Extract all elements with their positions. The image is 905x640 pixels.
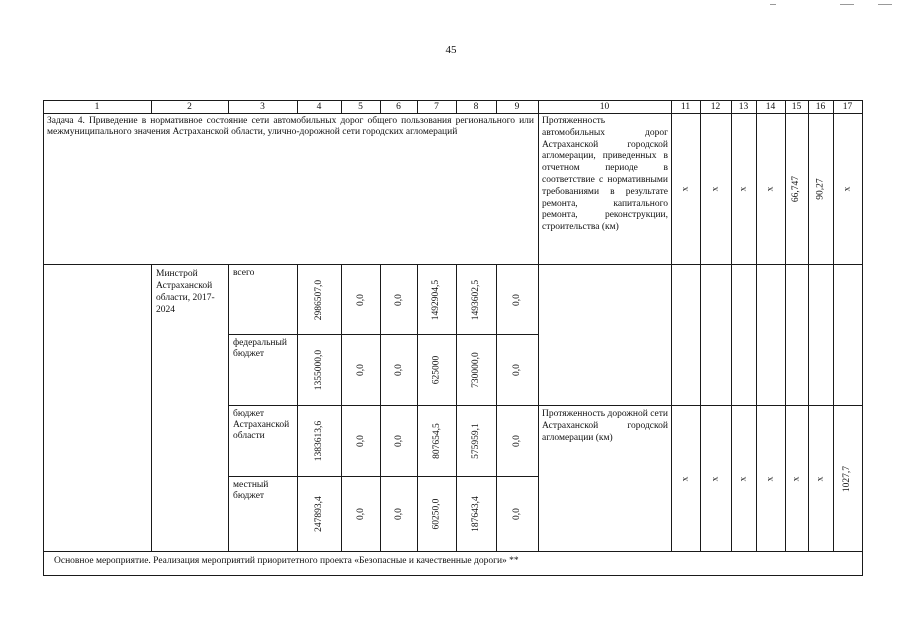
col-header-2: 2: [187, 102, 192, 112]
col-divider: [228, 264, 229, 552]
indicator2-c14: x: [765, 476, 776, 481]
col-divider: [538, 100, 539, 552]
scan-mark: [878, 4, 892, 5]
funding-regional-c8: 575959,1: [471, 423, 481, 459]
funding-federal-c6: 0,0: [393, 364, 404, 376]
col-header-6: 6: [396, 102, 401, 112]
col-header-3: 3: [260, 102, 265, 112]
funding-regional-c4: 1383613,6: [314, 420, 324, 462]
table-border-right: [862, 100, 863, 576]
page-number: 45: [445, 44, 457, 56]
indicator2-c17: 1027,7: [842, 465, 853, 492]
funding-federal-c4: 1355000,0: [314, 349, 324, 391]
col-header-13: 13: [738, 102, 749, 112]
task-indicator: Протяженность автомобильных дорог Астраханской городской агломерации, приведенных в отчетном периоде в соответствие с нормативными требованиями в результате ремонта, капитального ремонта, реконструкции, строительства (км): [542, 116, 668, 233]
col-header-7: 7: [434, 102, 439, 112]
col-header-10: 10: [599, 102, 610, 112]
funding-federal-c8: 730000,0: [471, 352, 481, 388]
funding-local-c7: 60250,0: [431, 498, 442, 530]
indicator2-c11: x: [680, 476, 691, 481]
col-header-8: 8: [473, 102, 479, 112]
col-header-1: 1: [94, 102, 100, 112]
funding-total-c6: 0,0: [393, 294, 404, 306]
funding-source-regional: бюджет Астраханской области: [233, 409, 290, 441]
scan-mark: [840, 4, 854, 5]
main-activity-row: Основное мероприятие. Реализация мероприятий приоритетного проекта «Безопасные и качественные дороги» **: [54, 556, 519, 566]
col-header-4: 4: [316, 102, 322, 112]
task-c12: x: [710, 186, 721, 192]
col-header-12: 12: [710, 102, 721, 112]
funding-local-c9: 0,0: [512, 508, 522, 520]
col-header-17: 17: [842, 102, 853, 112]
funding-total-c4: 2986507,0: [314, 279, 324, 321]
funding-local-c5: 0,0: [355, 508, 366, 520]
indicator2-c12: x: [710, 476, 721, 481]
funding-regional-c6: 0,0: [393, 435, 404, 447]
funding-local-c8: 187643,4: [471, 496, 481, 532]
col-header-15: 15: [791, 102, 802, 112]
scan-mark: [770, 4, 776, 5]
task-c11: x: [680, 186, 691, 192]
task-title: Задача 4. Приведение в нормативное состояние сети автомобильных дорог общего пользования регионального или межмуниципального значения Астраханской области, улично-дорожной сети городских агломераций: [47, 116, 534, 137]
funding-total-c9: 0,0: [512, 294, 522, 306]
task-c15: 66,747: [791, 175, 802, 203]
executor: Минстрой Астраханской области, 2017-2024: [156, 269, 215, 315]
col-header-11: 11: [680, 102, 691, 112]
col-header-16: 16: [815, 102, 826, 112]
col-header-14: 14: [765, 102, 776, 112]
task-c13: x: [738, 186, 749, 192]
funding-total-c8: 1493602,5: [471, 279, 481, 321]
task-c17: x: [842, 186, 853, 192]
funding-source-federal: федеральный бюджет: [233, 338, 287, 359]
col-header-5: 5: [358, 102, 363, 112]
table-border-left: [43, 100, 44, 576]
funding-bottom-line: [43, 551, 863, 552]
funding-total-c5: 0,0: [355, 294, 366, 306]
funding-federal-c7: 625000: [431, 355, 442, 385]
funding-local-c4: 247893,4: [314, 496, 324, 532]
funding-local-c6: 0,0: [393, 508, 404, 520]
funding-federal-c5: 0,0: [355, 364, 366, 376]
indicator-2: Протяженность дорожной сети Астраханской городской агломерации (км): [542, 409, 668, 443]
indicator2-c16: x: [815, 476, 826, 481]
col-header-9: 9: [514, 102, 520, 112]
table-border-bottom: [43, 575, 863, 576]
task-c14: x: [765, 186, 776, 192]
funding-regional-c9: 0,0: [512, 435, 522, 447]
funding-regional-c7: 807654,5: [431, 423, 442, 459]
funding-total-c7: 1492904,5: [431, 279, 442, 321]
indicator2-c15: x: [791, 476, 802, 481]
funding-source-local: местный бюджет: [233, 480, 269, 501]
task-c16: 90,27: [815, 178, 826, 200]
funding-regional-c5: 0,0: [355, 435, 366, 447]
col-divider: [151, 264, 152, 552]
indicator2-c13: x: [738, 476, 749, 481]
funding-source-total: всего: [233, 268, 255, 278]
funding-federal-c9: 0,0: [512, 364, 522, 376]
